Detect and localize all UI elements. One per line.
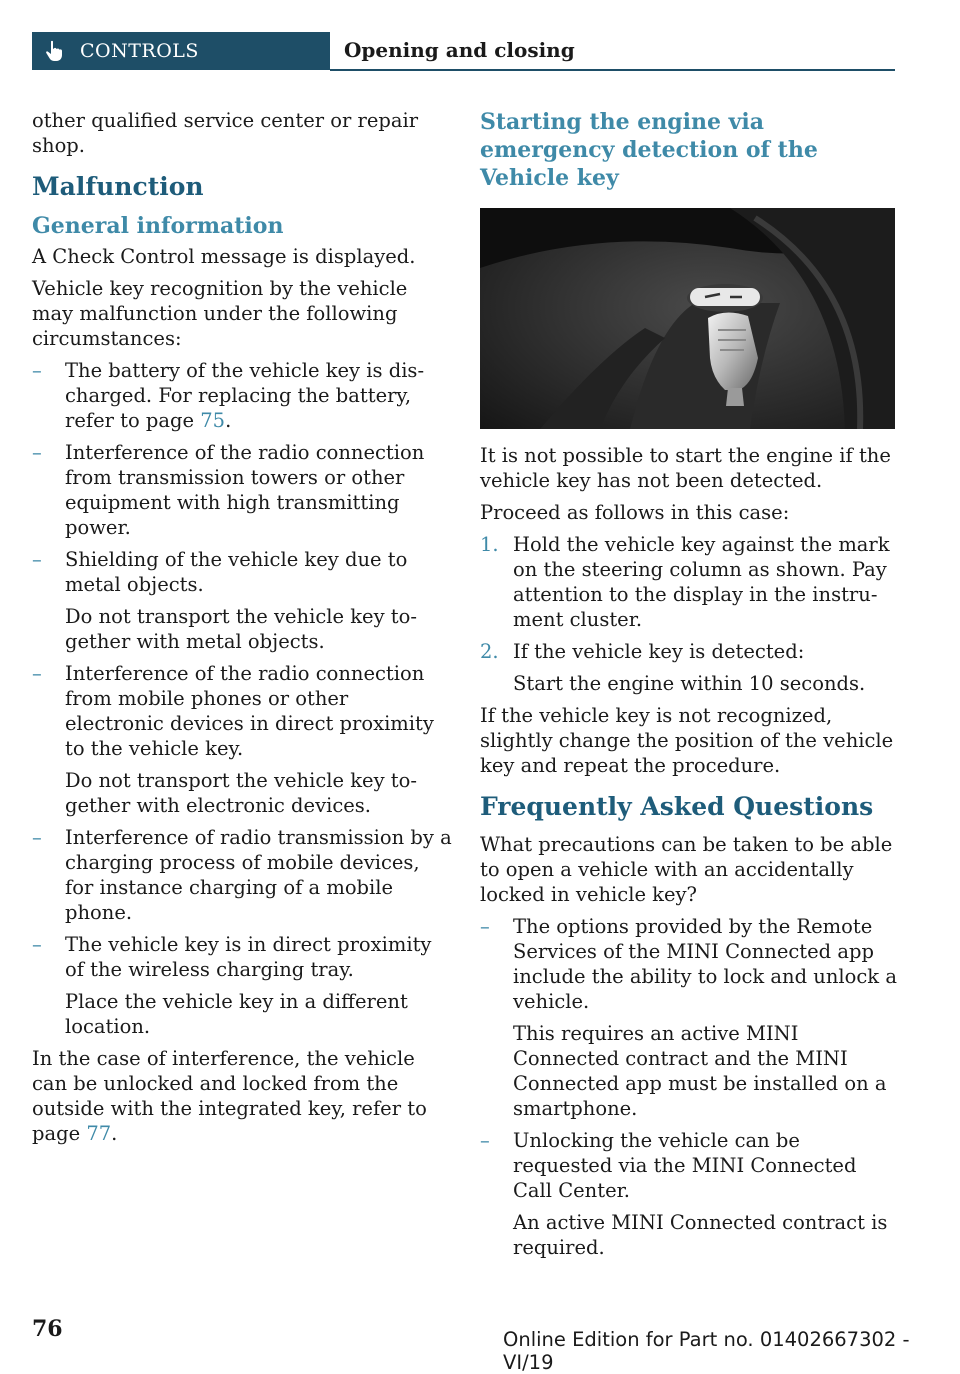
- step-number: 1.: [480, 533, 499, 556]
- list-item-note: Do not transport the vehicle key together with metal objects.: [65, 605, 417, 653]
- bullet-dash: –: [32, 441, 42, 464]
- bullet-dash: –: [32, 662, 42, 685]
- bullet-dash: –: [32, 933, 42, 956]
- bullet-dash: –: [480, 1129, 490, 1152]
- list-item-text: The options provided by the Remote Services of the MINI Connected app include the ability to lock and unlock a vehicle.: [513, 915, 897, 1013]
- list-item: [32, 661, 452, 818]
- faq-heading: Frequently Asked Questions: [480, 792, 874, 821]
- list-item: [480, 639, 898, 696]
- list-item: [480, 532, 898, 632]
- faq-question: What precautions can be taken to be able to open a vehicle with an accidentally locked in vehicle key?: [480, 833, 893, 906]
- bullet-dash: –: [32, 359, 42, 382]
- page-number: 76: [32, 1316, 63, 1342]
- list-item-text: The battery of the vehicle key is discharged. For replacing the battery, refer to page 75.: [65, 359, 425, 432]
- bullet-dash: –: [480, 915, 490, 938]
- list-item: [32, 440, 452, 540]
- check-control-paragraph: A Check Control message is displayed.: [32, 245, 416, 268]
- list-item: [32, 932, 452, 1039]
- list-item: [32, 547, 452, 654]
- header-rule: [330, 69, 895, 71]
- faq-answers-list: [480, 914, 898, 1260]
- intro-paragraph: other qualified service center or repair shop.: [32, 109, 419, 157]
- list-item: [480, 1128, 898, 1260]
- general-information-heading: General information: [32, 213, 284, 239]
- chapter-title: Opening and closing: [344, 38, 575, 62]
- list-item-note: Do not transport the vehicle key together with electronic devices.: [65, 769, 417, 817]
- list-item-text: Interference of the radio connection from mobile phones or other electronic devices in direct proximity to the vehicle key.: [65, 662, 434, 760]
- list-item-note: Place the vehicle key in a different location.: [65, 990, 408, 1038]
- section-tab: [32, 32, 330, 70]
- list-item: [480, 914, 898, 1121]
- vehicle-key-steering-column-photo: [480, 208, 895, 429]
- list-item-text: Hold the vehicle key against the mark on the steering column as shown. Pay attention to the display in the instrument cluster.: [513, 533, 890, 631]
- procedure-steps-list: [480, 532, 898, 696]
- not-possible-paragraph: It is not possible to start the engine if the vehicle key has not been detected.: [480, 444, 891, 492]
- bullet-dash: –: [32, 826, 42, 849]
- left-column: [32, 108, 452, 1153]
- proceed-paragraph: Proceed as follows in this case:: [480, 501, 790, 524]
- not-recognized-paragraph: If the vehicle key is not recognized, slightly change the position of the vehicle key and repeat the procedure.: [480, 704, 894, 777]
- list-item: [32, 825, 452, 925]
- section-label: CONTROLS: [80, 40, 199, 62]
- page-ref-link[interactable]: 75: [200, 409, 226, 432]
- list-item-text: If the vehicle key is detected:: [513, 640, 805, 663]
- page-ref-link[interactable]: 77: [86, 1122, 112, 1145]
- malfunction-heading: Malfunction: [32, 172, 204, 201]
- list-item-note: Start the engine within 10 seconds.: [513, 672, 866, 695]
- emergency-start-heading: Starting the engine via emergency detection of the Vehicle key: [480, 109, 818, 191]
- list-item-text: Shielding of the vehicle key due to metal objects.: [65, 548, 408, 596]
- right-column: [480, 108, 898, 1267]
- list-item-note: An active MINI Connected contract is required.: [513, 1211, 888, 1259]
- list-item-text: The vehicle key is in direct proximity of the wireless charging tray.: [65, 933, 432, 981]
- list-item: [32, 358, 452, 433]
- list-item-note: This requires an active MINI Connected contract and the MINI Connected app must be installed on a smartphone.: [513, 1022, 887, 1120]
- bullet-dash: –: [32, 548, 42, 571]
- edition-footer: Online Edition for Part no. 01402667302 - VI/19: [503, 1328, 910, 1374]
- step-number: 2.: [480, 640, 499, 663]
- list-item-text: Interference of radio transmission by a charging process of mobile devices, for instance charging of a mobile phone.: [65, 826, 452, 924]
- pointing-hand-icon: [44, 40, 64, 62]
- list-item-text: Interference of the radio connection from transmission towers or other equipment with high transmitting power.: [65, 441, 425, 539]
- interference-paragraph: In the case of interference, the vehicle can be unlocked and locked from the outside with the integrated key, refer to page 77.: [32, 1047, 427, 1145]
- list-item-text: Unlocking the vehicle can be requested via the MINI Connected Call Center.: [513, 1129, 857, 1202]
- page-header: [32, 32, 895, 70]
- malfunction-causes-list: [32, 358, 452, 1039]
- malfunction-paragraph: Vehicle key recognition by the vehicle may malfunction under the following circumstances:: [32, 277, 408, 350]
